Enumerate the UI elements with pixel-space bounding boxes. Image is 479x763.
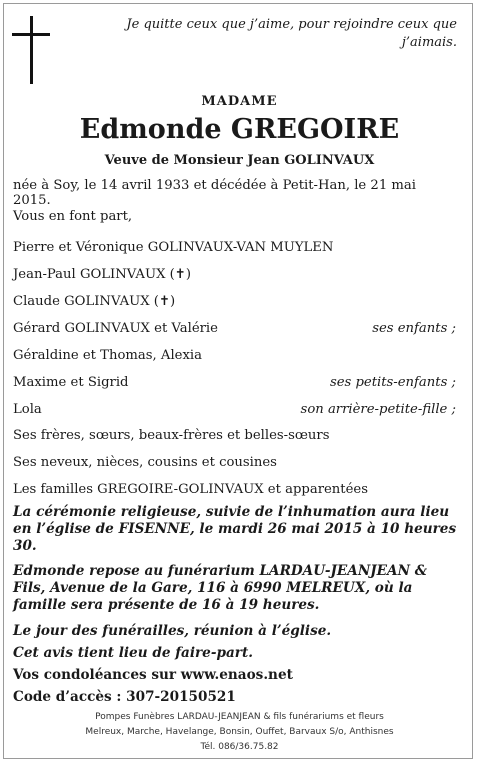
family-row <box>13 455 456 471</box>
birth-death-text: née à Soy, le 14 avril 1933 et décédée à Petit-Han, le 21 mai 2015. <box>13 178 416 208</box>
family-name: Gérard GOLINVAUX et Valérie <box>13 321 218 336</box>
notice-text: Cet avis tient lieu de faire-part. <box>13 645 253 661</box>
footer-line: Pompes Funèbres LARDAU-JEANJEAN & fils funérariums et fleurs <box>95 712 384 722</box>
family-name: Claude GOLINVAUX (✝) <box>13 294 176 309</box>
announce-text: Vous en font part, <box>13 209 133 224</box>
family-name: Ses neveux, nièces, cousins et cousines <box>13 455 277 470</box>
family-row <box>13 402 456 418</box>
epigraph-quote: Je quitte ceux que j’aime, pour rejoindre ceux que j’aimais. <box>126 17 457 50</box>
family-name: Ses frères, sœurs, beaux-frères et belles-sœurs <box>13 428 330 443</box>
reunion-text: Le jour des funérailles, réunion à l’église. <box>13 623 332 639</box>
honorific: MADAME <box>201 94 278 109</box>
family-relation: son arrière-petite-fille ; <box>300 402 456 417</box>
family-name: Jean-Paul GOLINVAUX (✝) <box>13 267 191 282</box>
family-row <box>13 375 456 391</box>
widow-of: Veuve de Monsieur Jean GOLINVAUX <box>104 153 375 168</box>
family-row <box>13 294 456 310</box>
footer-line: Melreux, Marche, Havelange, Bonsin, Ouffet, Barvaux S/o, Anthisnes <box>85 727 394 737</box>
cross-icon <box>12 16 52 84</box>
access-code: Code d’accès : 307-20150521 <box>13 689 236 705</box>
condolences-text: Vos condoléances sur www.enaos.net <box>13 667 293 683</box>
family-row <box>13 428 456 444</box>
family-name: Les familles GREGOIRE-GOLINVAUX et apparentées <box>13 482 368 497</box>
funeral-home-text: Edmonde repose au funérarium LARDAU-JEANJEAN & Fils, Avenue de la Gare, 116 à 6990 MELREUX, où la famille sera présente de 16 à 19 heures. <box>13 563 428 613</box>
family-relation: ses enfants ; <box>372 321 456 336</box>
family-name: Géraldine et Thomas, Alexia <box>13 348 202 363</box>
family-name: Maxime et Sigrid <box>13 375 129 390</box>
family-name: Lola <box>13 402 42 417</box>
footer-phone: Tél. 086/36.75.82 <box>200 742 279 752</box>
ceremony-text: La cérémonie religieuse, suivie de l’inhumation aura lieu en l’église de FISENNE, le mardi 26 mai 2015 à 10 heures 30. <box>13 504 457 554</box>
family-row <box>13 348 456 364</box>
family-relation: ses petits-enfants ; <box>329 375 456 390</box>
family-row <box>13 482 456 498</box>
deceased-name: Edmonde GREGOIRE <box>79 114 400 145</box>
family-row <box>13 267 456 283</box>
family-row <box>13 240 456 256</box>
family-row <box>13 321 456 337</box>
family-name: Pierre et Véronique GOLINVAUX-VAN MUYLEN <box>13 240 334 255</box>
